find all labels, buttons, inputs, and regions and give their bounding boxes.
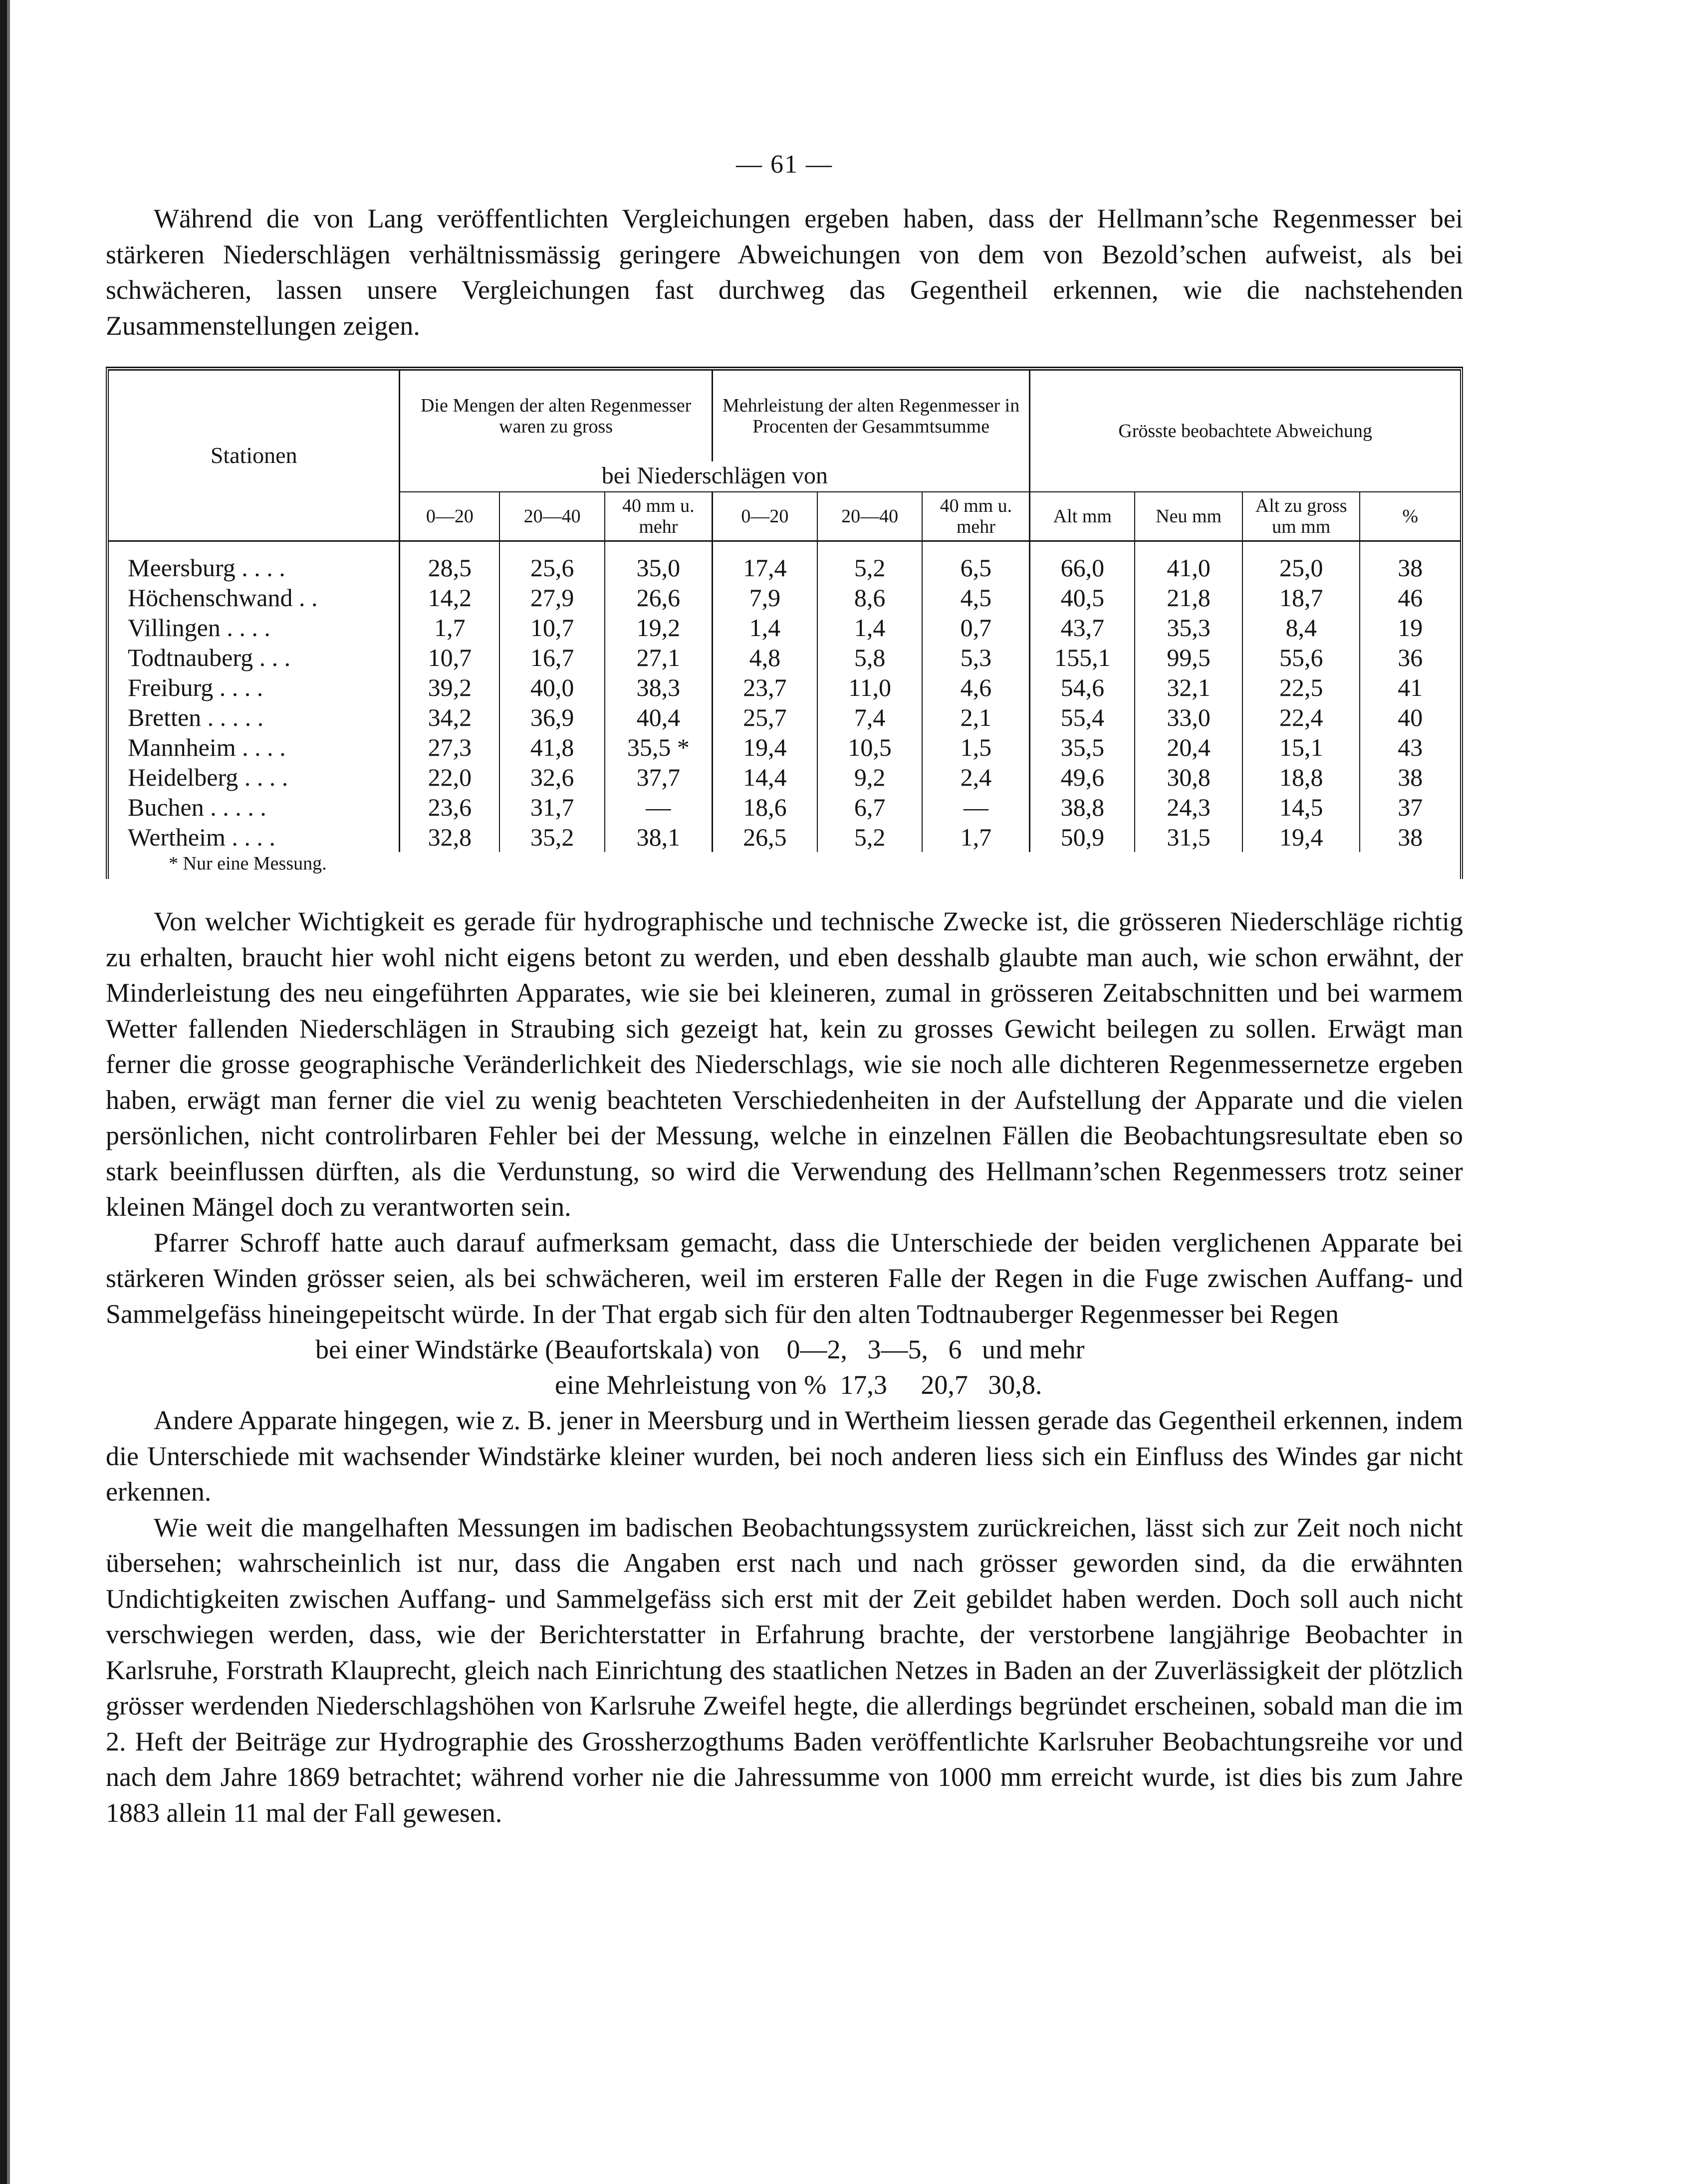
table-cell: 23,7	[712, 672, 817, 702]
table-cell: 43	[1398, 733, 1423, 761]
table-cell: —	[605, 792, 713, 822]
table-cell: 32,1	[1135, 672, 1242, 702]
col-20-40-a: 20—40	[499, 492, 605, 541]
table-cell: 35,3	[1135, 613, 1242, 643]
table-cell: 9,2	[817, 762, 923, 792]
table-cell: 38	[1398, 763, 1423, 791]
table-cell: 33,0	[1135, 702, 1242, 732]
table-cell: 40,0	[499, 672, 605, 702]
table-cell: 2,4	[922, 762, 1030, 792]
col-alt-zu-gross-mm: Alt zu gross um mm	[1242, 492, 1360, 541]
table-cell: 4,8	[712, 643, 817, 672]
table-cell: 40,4	[605, 702, 713, 732]
wind-line-2: eine Mehrleistung von % 17,3 20,7 30,8.	[555, 1370, 1042, 1400]
table-cell: 1,4	[817, 613, 923, 643]
table-cell: 35,0	[605, 541, 713, 583]
table-cell: 31,7	[499, 792, 605, 822]
table-cell: 54,6	[1030, 672, 1135, 702]
table-cell: 10,7	[400, 643, 499, 672]
table-row	[109, 702, 1460, 732]
page-number: — 61 —	[736, 150, 833, 179]
table-cell: 6,5	[922, 541, 1030, 583]
table-cell: 18,6	[712, 792, 817, 822]
paragraph-schroff: Pfarrer Schroff hatte auch darauf aufmerksam gemacht, dass die Unterschiede der beiden verglichenen Apparate bei stärkeren Winden grösser seien, als bei schwächeren, weil im ersteren Falle der Regen in die Fuge zwischen Auffang- und Sammelgefäss hineingepeitscht würde. In der That ergab sich für den alten Todtnauberger Regenmesser bei Regen	[106, 1227, 1463, 1329]
table-cell: 18,8	[1242, 762, 1360, 792]
table-cell: 41,0	[1135, 541, 1242, 583]
table-cell: 7,4	[817, 702, 923, 732]
col-40-more-a: 40 mm u. mehr	[605, 492, 713, 541]
table-cell: 19,4	[712, 732, 817, 762]
table-row	[109, 583, 1460, 613]
table-cell: 1,5	[922, 732, 1030, 762]
table-cell: 14,5	[1242, 792, 1360, 822]
table-cell: 25,6	[499, 541, 605, 583]
station-name: Höchenschwand . .	[109, 583, 400, 613]
table-cell: 1,7	[400, 613, 499, 643]
table-cell: 41	[1398, 673, 1423, 701]
table-cell: 5,2	[817, 822, 923, 852]
comparison-table	[109, 371, 1460, 852]
table-row	[109, 792, 1460, 822]
table-cell: 31,5	[1135, 822, 1242, 852]
table-cell: 14,4	[712, 762, 817, 792]
table-cell: 66,0	[1030, 541, 1135, 583]
table-cell: 27,1	[605, 643, 713, 672]
table-cell: —	[922, 792, 1030, 822]
col-40-more-b: 40 mm u. mehr	[922, 492, 1030, 541]
col-0-20-a: 0—20	[400, 492, 499, 541]
table-cell: 25,0	[1242, 541, 1360, 583]
table-cell: 17,4	[712, 541, 817, 583]
scan-edge	[0, 0, 7, 2184]
table-cell: 36	[1398, 644, 1423, 671]
table-cell: 0,7	[922, 613, 1030, 643]
table-cell: 21,8	[1135, 583, 1242, 613]
table-cell: 38,8	[1030, 792, 1135, 822]
table-cell: 19	[1398, 614, 1423, 642]
table-cell: 25,7	[712, 702, 817, 732]
table-cell: 37	[1398, 793, 1423, 821]
table-cell: 14,2	[400, 583, 499, 613]
table-cell: 37,7	[605, 762, 713, 792]
header-stations: Stationen	[109, 371, 400, 541]
col-20-40-b: 20—40	[817, 492, 923, 541]
station-name: Todtnauberg . . .	[109, 643, 400, 672]
station-name: Buchen . . . . .	[109, 792, 400, 822]
table-cell: 7,9	[712, 583, 817, 613]
table-cell: 6,7	[817, 792, 923, 822]
station-name: Bretten . . . . .	[109, 702, 400, 732]
col-percent: %	[1360, 492, 1460, 541]
table-cell: 38	[1398, 554, 1423, 582]
table-cell: 1,7	[922, 822, 1030, 852]
header-subcaption: bei Niederschlägen von	[400, 461, 1030, 492]
station-name: Heidelberg . . . .	[109, 762, 400, 792]
table-cell: 15,1	[1242, 732, 1360, 762]
table-cell: 19,4	[1242, 822, 1360, 852]
table-cell: 20,4	[1135, 732, 1242, 762]
table-cell: 10,5	[817, 732, 923, 762]
comparison-table-frame	[106, 367, 1463, 879]
table-cell: 4,6	[922, 672, 1030, 702]
table-cell: 40	[1398, 703, 1423, 731]
wind-line-1: bei einer Windstärke (Beaufortskala) von 0—2, 3—5, 6 und mehr	[315, 1334, 1085, 1364]
table-cell: 55,6	[1242, 643, 1360, 672]
table-cell: 35,5	[1030, 732, 1135, 762]
table-cell: 32,6	[499, 762, 605, 792]
table-cell: 18,7	[1242, 583, 1360, 613]
table-cell: 22,0	[400, 762, 499, 792]
station-name: Villingen . . . .	[109, 613, 400, 643]
header-group-max-deviation: Grösste beobachtete Abweichung	[1118, 421, 1372, 441]
table-cell: 28,5	[400, 541, 499, 583]
table-cell: 43,7	[1030, 613, 1135, 643]
table-cell: 26,5	[712, 822, 817, 852]
scan-edge-shadow	[7, 0, 10, 2184]
table-cell: 5,3	[922, 643, 1030, 672]
table-cell: 35,2	[499, 822, 605, 852]
table-cell: 27,3	[400, 732, 499, 762]
table-row	[109, 732, 1460, 762]
table-body	[109, 541, 1460, 853]
table-cell: 55,4	[1030, 702, 1135, 732]
table-cell: 32,8	[400, 822, 499, 852]
table-row	[109, 541, 1460, 583]
table-cell: 5,2	[817, 541, 923, 583]
table-cell: 38,1	[605, 822, 713, 852]
paragraph-other-apparatus: Andere Apparate hingegen, wie z. B. jener in Meersburg und in Wertheim liessen gerade das Gegentheil erkennen, indem die Unterschiede mit wachsender Windstärke kleiner wurden, bei noch anderen liess sich ein Einfluss des Windes gar nicht erkennen.	[106, 1405, 1463, 1507]
table-row	[109, 643, 1460, 672]
table-cell: 24,3	[1135, 792, 1242, 822]
table-cell: 5,8	[817, 643, 923, 672]
table-cell: 10,7	[499, 613, 605, 643]
table-cell: 22,4	[1242, 702, 1360, 732]
table-cell: 38,3	[605, 672, 713, 702]
header-group-excess-percent: Mehrleistung der alten Regenmesser in Procenten der Gesammtsumme	[712, 371, 1030, 461]
table-cell: 4,5	[922, 583, 1030, 613]
station-name: Freiburg . . . .	[109, 672, 400, 702]
table-cell: 49,6	[1030, 762, 1135, 792]
table-footnote: * Nur eine Messung.	[169, 853, 327, 874]
table-row	[109, 822, 1460, 852]
table-cell: 155,1	[1030, 643, 1135, 672]
table-cell: 39,2	[400, 672, 499, 702]
table-cell: 8,6	[817, 583, 923, 613]
table-cell: 30,8	[1135, 762, 1242, 792]
table-cell: 27,9	[499, 583, 605, 613]
station-name: Mannheim . . . .	[109, 732, 400, 762]
table-row	[109, 762, 1460, 792]
table-cell: 22,5	[1242, 672, 1360, 702]
table-cell: 36,9	[499, 702, 605, 732]
col-alt-mm: Alt mm	[1030, 492, 1135, 541]
paragraph-importance: Von welcher Wichtigkeit es gerade für hydrographische und technische Zwecke ist, die grösseren Niederschläge richtig zu erhalten, braucht hier wohl nicht eigens betont zu werden, und eben desshalb glaubte man auch, wie schon erwähnt, der Minderleistung des neu eingeführten Apparates, wie sie bei kleineren, zumal in grösseren Zeitabschnitten und bei warmem Wetter fallenden Niederschlägen in Straubing sich gezeigt hat, kein zu grosses Gewicht beilegen zu sollen. Erwägt man ferner die grosse geographische Veränderlichkeit des Niederschlags, wie sie noch alle dichteren Regenmessernetze ergeben haben, erwägt man ferner die viel zu wenig beachteten Verschiedenheiten in der Aufstellung der Apparate und die vielen persönlichen, nicht controlirbaren Fehler bei der Messung, welche in einzelnen Fällen die Beobachtungsresultate eben so stark beeinflussen dürften, als die Verdunstung, so wird die Verwendung des Hellmann’schen Regenmessers trotz seiner kleinen Mängel doch zu verantworten sein.	[106, 906, 1463, 1222]
table-cell: 99,5	[1135, 643, 1242, 672]
table-cell: 11,0	[817, 672, 923, 702]
table-cell: 8,4	[1242, 613, 1360, 643]
table-cell: 38	[1398, 823, 1423, 851]
table-cell: 35,5 *	[605, 732, 713, 762]
paragraph-measurement-history: Wie weit die mangelhaften Messungen im badischen Beobachtungssystem zurückreichen, lässt sich zur Zeit noch nicht übersehen; wahrscheinlich ist nur, dass die Angaben erst nach und nach grösser geworden sind, da die erwähnten Undichtigkeiten zwischen Auffang- und Sammelgefäss sich erst mit der Zeit gebildet haben werden. Doch soll auch nicht verschwiegen werden, dass, wie der Berichterstatter in Erfahrung brachte, der verstorbene langjährige Beobachter in Karlsruhe, Forstrath Klauprecht, gleich nach Einrichtung des staatlichen Netzes in Baden an der Zuverlässigkeit der plötzlich grösser werdenden Niederschlagshöhen von Karlsruhe Zweifel hegte, die allerdings begründet erscheinen, sobald man die im 2. Heft der Beiträge zur Hydrographie des Grossherzogthums Baden veröffentlichte Karlsruher Beobachtungsreihe vor und nach dem Jahre 1869 betrachtet; während vorher nie die Jahressumme von 1000 mm erreicht wurde, ist dies bis zum Jahre 1883 allein 11 mal der Fall gewesen.	[106, 1512, 1463, 1828]
table-cell: 23,6	[400, 792, 499, 822]
table-cell: 19,2	[605, 613, 713, 643]
table-cell: 41,8	[499, 732, 605, 762]
table-cell: 46	[1398, 584, 1423, 612]
table-row	[109, 672, 1460, 702]
header-group-excess-amounts: Die Mengen der alten Regenmesser waren zu gross	[400, 371, 712, 461]
table-cell: 1,4	[712, 613, 817, 643]
table-cell: 2,1	[922, 702, 1030, 732]
col-neu-mm: Neu mm	[1135, 492, 1242, 541]
table-cell: 26,6	[605, 583, 713, 613]
station-name: Meersburg . . . .	[109, 541, 400, 583]
intro-paragraph: Während die von Lang veröffentlichten Vergleichungen ergeben haben, dass der Hellmann’sche Regenmesser bei stärkeren Niederschlägen verhältnissmässig geringere Abweichungen von dem von Bezold’schen aufweist, als bei schwächeren, lassen unsere Vergleichungen fast durchweg das Gegentheil erkennen, wie die nachstehenden Zusammenstellungen zeigen.	[106, 204, 1463, 341]
col-0-20-b: 0—20	[712, 492, 817, 541]
table-cell: 16,7	[499, 643, 605, 672]
table-cell: 40,5	[1030, 583, 1135, 613]
table-row	[109, 613, 1460, 643]
table-cell: 34,2	[400, 702, 499, 732]
document-page	[106, 150, 1463, 1831]
station-name: Wertheim . . . .	[109, 822, 400, 852]
table-cell: 50,9	[1030, 822, 1135, 852]
